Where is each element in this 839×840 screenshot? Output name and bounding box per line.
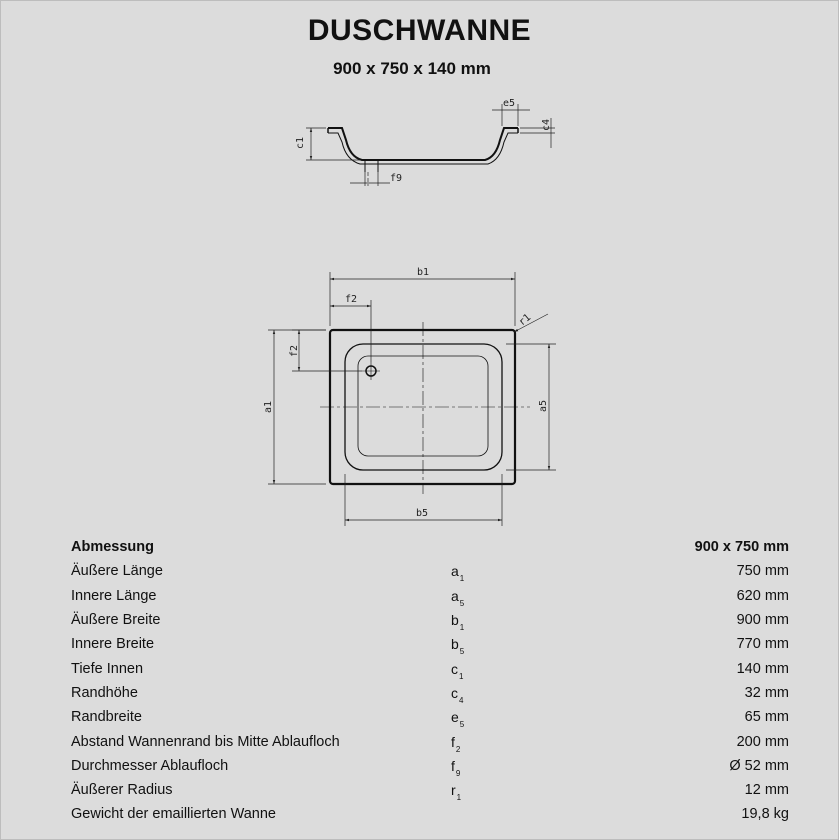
row-value: 19,8 kg	[741, 806, 789, 823]
row-label: Gewicht der emaillierten Wanne	[71, 806, 276, 823]
dim-label-r1: r1	[516, 312, 534, 329]
dimension-lines-side	[306, 104, 555, 186]
dim-label-b1: b1	[417, 267, 430, 278]
symbol-letter: a	[451, 587, 459, 604]
row-value: 32 mm	[744, 684, 789, 701]
page-subtitle: 900 x 750 x 140 mm	[333, 59, 491, 78]
page-title: DUSCHWANNE	[307, 14, 532, 47]
table-row	[71, 705, 789, 729]
table-row	[71, 632, 789, 656]
symbol-letter: f	[451, 733, 455, 750]
dim-label-f9: f9	[390, 173, 403, 184]
row-value: 140 mm	[736, 660, 789, 677]
dimension-table	[71, 535, 789, 827]
table-row	[71, 681, 789, 705]
row-symbol	[451, 754, 571, 778]
row-label: Äußerer Radius	[71, 782, 173, 799]
row-label: Durchmesser Ablaufloch	[71, 757, 229, 774]
symbol-letter: a	[451, 563, 459, 580]
symbol-subscript: 2	[455, 744, 461, 754]
row-label: Innere Länge	[71, 587, 157, 604]
row-label: Tiefe Innen	[71, 660, 144, 677]
row-symbol	[451, 559, 571, 583]
row-symbol	[451, 584, 571, 608]
symbol-subscript: 1	[456, 793, 462, 803]
symbol-letter: f	[451, 757, 455, 774]
top-plan-view	[320, 322, 530, 494]
dim-label-f2-vertical: f2	[289, 344, 300, 357]
table-header-label: Abmessung	[71, 539, 154, 556]
table-row	[71, 802, 789, 826]
symbol-letter: e	[451, 709, 459, 726]
dimension-lines-plan	[268, 272, 556, 526]
symbol-subscript: 5	[459, 720, 465, 730]
row-symbol	[451, 656, 571, 680]
dim-label-f2-horizontal: f2	[345, 294, 358, 305]
row-symbol	[451, 705, 571, 729]
symbol-subscript: 1	[459, 574, 465, 584]
side-section-view	[328, 128, 518, 186]
row-value: 750 mm	[736, 563, 789, 580]
row-label: Innere Breite	[71, 636, 155, 653]
row-label: Äußere Breite	[71, 612, 161, 629]
row-value: 12 mm	[744, 782, 789, 799]
symbol-subscript: 1	[459, 671, 464, 681]
row-symbol	[451, 802, 571, 826]
row-label: Randhöhe	[71, 684, 138, 701]
row-value: 65 mm	[744, 709, 789, 726]
dim-label-c4: c4	[541, 118, 552, 131]
table-row	[71, 559, 789, 583]
dim-label-a5: a5	[538, 399, 549, 412]
table-row	[71, 778, 789, 802]
symbol-letter: b	[451, 612, 459, 629]
row-label: Äußere Länge	[71, 563, 163, 580]
symbol-subscript: 5	[459, 598, 465, 608]
table-row	[71, 608, 789, 632]
dim-label-a1: a1	[263, 400, 274, 413]
row-symbol	[451, 778, 571, 802]
row-symbol	[451, 681, 571, 705]
row-value: 200 mm	[736, 733, 789, 750]
table-row	[71, 729, 789, 753]
row-label: Abstand Wannenrand bis Mitte Ablaufloch	[71, 733, 340, 750]
symbol-subscript: 4	[459, 695, 464, 705]
dim-label-b5: b5	[416, 508, 429, 519]
symbol-subscript: 5	[459, 647, 465, 657]
row-value: Ø 52 mm	[729, 757, 789, 774]
table-header-symbol	[451, 535, 571, 559]
row-value: 770 mm	[736, 636, 789, 653]
table-row	[71, 656, 789, 680]
row-symbol	[451, 608, 571, 632]
row-value: 900 mm	[736, 612, 789, 629]
symbol-letter: c	[451, 660, 458, 677]
row-label: Randbreite	[71, 709, 142, 726]
symbol-letter: r	[451, 782, 456, 799]
dim-label-e5: e5	[503, 98, 516, 109]
symbol-subscript: 1	[459, 623, 465, 633]
row-symbol	[451, 729, 571, 753]
symbol-subscript: 9	[455, 768, 461, 778]
table-header-value: 900 x 750 mm	[694, 539, 789, 556]
row-value: 620 mm	[736, 587, 789, 604]
dim-label-c1: c1	[295, 136, 306, 149]
table-row	[71, 754, 789, 778]
table-header-row	[71, 535, 789, 559]
symbol-letter: b	[451, 636, 459, 653]
row-symbol	[451, 632, 571, 656]
symbol-letter: c	[451, 684, 458, 701]
table-row	[71, 584, 789, 608]
